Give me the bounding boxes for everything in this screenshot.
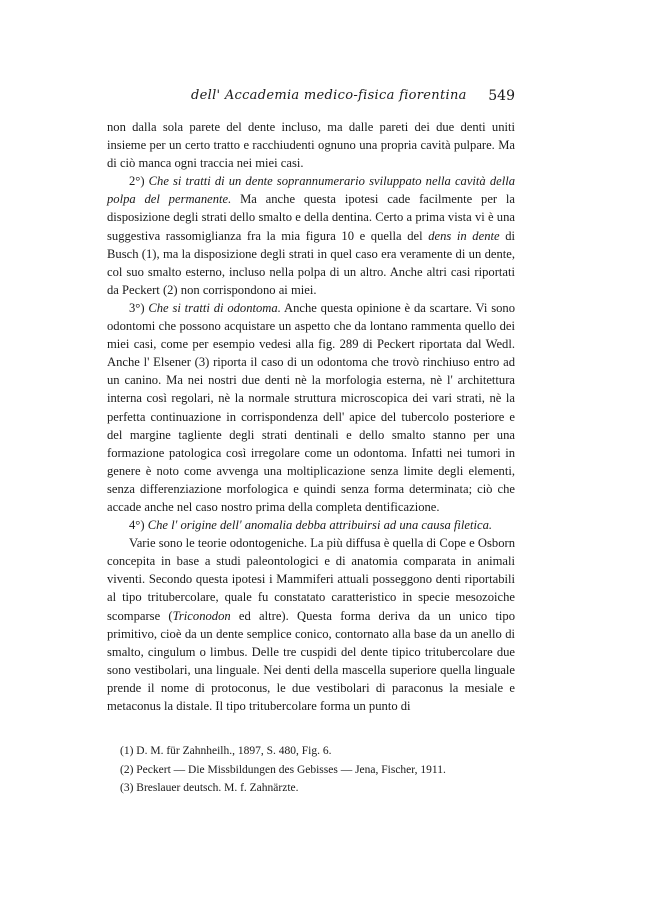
running-head: dell' Accademia medico-fisica fiorentina	[191, 88, 467, 103]
body-text	[107, 118, 515, 715]
text-run: Che l' origine dell' anomalia debba attribuirsi ad una causa filetica.	[147, 518, 493, 533]
text-run: ed altre). Questa forma deriva da un unico tipo primitivo, cioè da un dente semplice conico, contornato alla base da un anello di smalto, cingulum o limbus. Delle tre cuspidi del dente tipico tritubercolare due sono vestibolari, una linguale. Nei denti della mascella superiore quella linguale prende il nome di protoconus, le due vestibolari di paraconus la mesiale e metaconus la distale. Il tipo tritubercolare forma un punto di	[107, 608, 515, 713]
text-run: Varie sono le teorie odontogeniche. La più diffusa è quella di Cope e Osborn concepita in base a studi paleontologici e di anatomia comparata in animali viventi. Secondo questa ipotesi i Mammiferi attuali posseggono denti riportabili al tipo tritubercolare, quale fu constatato caratteristico in specie mesozoiche scomparse (	[107, 536, 515, 623]
page-header	[107, 88, 515, 108]
footnote-1: (1) D. M. für Zahnheilh., 1897, S. 480, Fig. 6.	[120, 745, 332, 757]
text-run: Triconodon	[172, 608, 231, 623]
text-run: 3°)	[129, 300, 149, 315]
text-run: dens in dente	[428, 228, 500, 243]
text-run: Ma anche questa ipotesi cade facilmente per la disposizione degli strati dello smalto e della dentina. Certo a prima vista vi è una suggestiva rassomiglianza fra la mia figura 10 e quella del	[107, 192, 515, 243]
text-run: di Busch (1), ma la disposizione degli strati in quel caso era veramente di un dente, col suo smalto esterno, incluso nella polpa di un altro. Anche altri casi riportati da Peckert (2) non corrispondono ai miei.	[107, 228, 516, 297]
footnote-2: (2) Peckert — Die Missbildungen des Gebisses — Jena, Fischer, 1911.	[120, 763, 446, 776]
paragraph-5	[107, 534, 515, 715]
text-run: 2°)	[129, 174, 149, 189]
footnotes	[120, 742, 520, 798]
paragraph-4	[107, 516, 515, 534]
text-run: Anche questa opinione è da scartare. Vi sono odontomi che possono acquistare un aspetto che da lontano rammenta quello dei miei casi, come per esempio vedesi alla fig. 289 di Peckert riportata dal Wedl. Anche l' Elsener (3) riporta il caso di un odontoma che trovò rinchiuso entro ad un canino. Ma nei nostri due denti nè la morfologia esterna, nè l' architettura interna così regolari, nè la normale struttura microscopica dei vari strati, nè la perfetta continuazione in corrispondenza dell' apice del tubercolo posteriore e del margine tagliente degli strati dentinali e dello smalto stanno per una formazione patologica così irregolare come un odontoma. Infatti nei tumori in genere è noto come avvenga una moltiplicazione senza limite degli elementi, senza differenziazione morfologica e quindi senza forma determinata; ciò che accade anche nel caso nostro prima della completa dentificazione.	[107, 300, 515, 514]
paragraph-1	[107, 118, 515, 172]
text-run: 4°)	[129, 518, 148, 533]
text-run: Che si tratti di odontoma.	[148, 300, 281, 315]
footnote-3: (3) Breslauer deutsch. M. f. Zahnärzte.	[120, 782, 299, 794]
page-number: 549	[488, 88, 515, 104]
paragraph-2	[107, 172, 515, 299]
text-run: Che si tratti di un dente soprannumerario sviluppato nella cavità della polpa del permanente.	[107, 174, 515, 207]
paragraph-3	[107, 299, 515, 516]
text-run: non dalla sola parete del dente incluso, ma dalle pareti dei due denti uniti insieme per un certo tratto e racchiudenti ognuno una propria cavità pulpare. Ma di ciò manca ogni traccia nei miei casi.	[107, 120, 515, 171]
